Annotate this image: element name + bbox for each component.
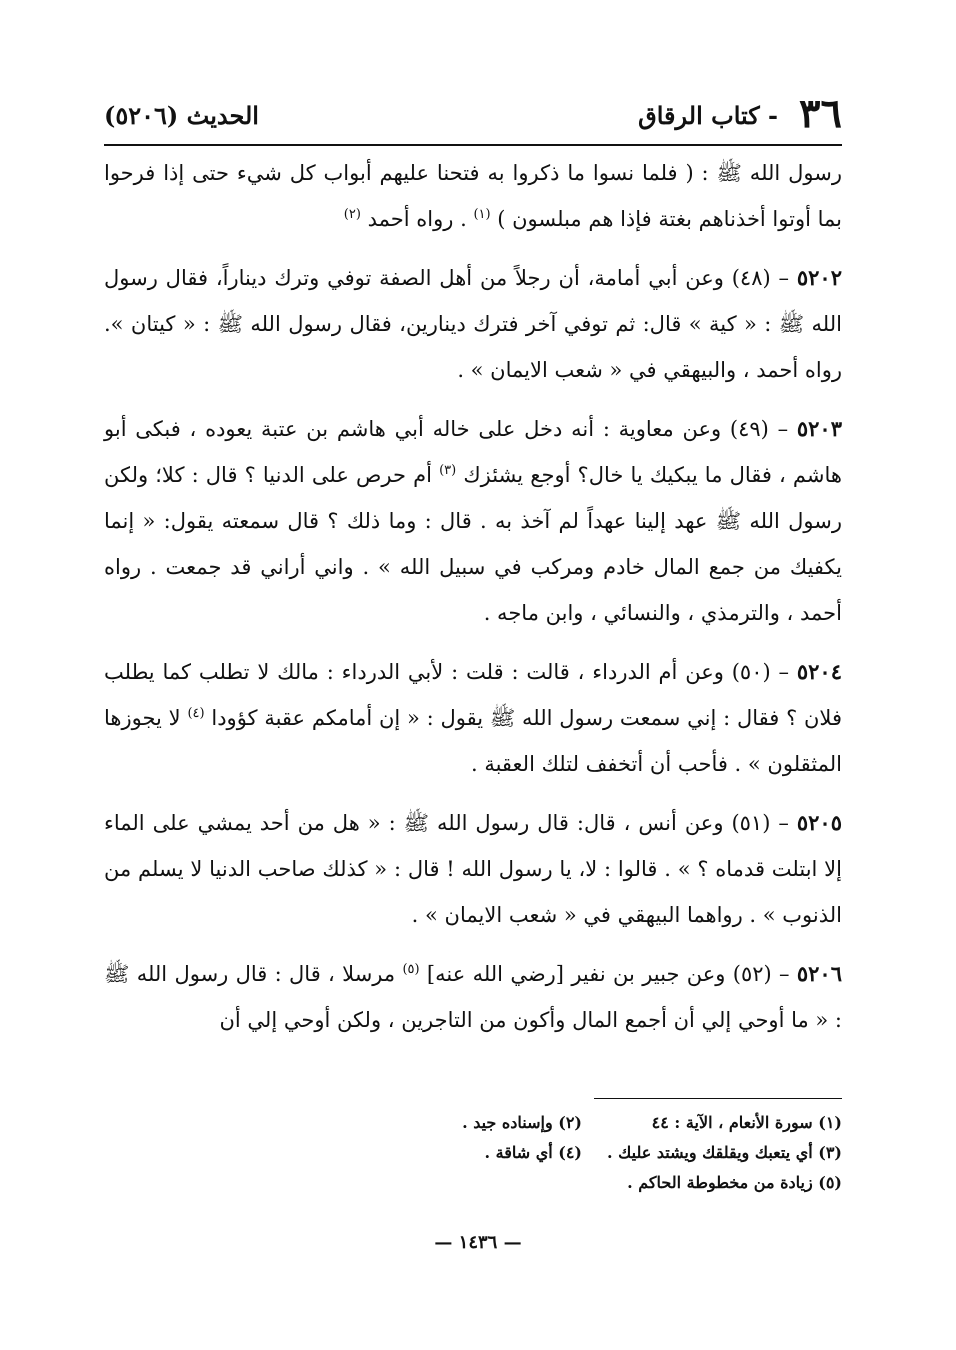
paragraph-text: – (٥١) وعن أنس ، قال: قال رسول الله ﷺ : « هل من أحد يمشي على الماء إلا ابتلت قدماه ؟ » . قالوا : لا، يا رسول الله ! قال : « كذلك صاحب الدنيا لا يسلم من الذنوب » . رواهما البيهقي في « شعب الايمان » . [104,811,842,927]
footnote-ref: (٥) [402,962,420,977]
paragraph-continuation [104,150,842,242]
footnotes [300,1108,842,1198]
paragraph-text-after: أم حرص على الدنيا ؟ قال : كلا؛ ولكن رسول الله ﷺ عهد إلينا عهداً لم آخذ به . قال : وما ذلك ؟ قال سمعته يقول: « إنما يكفيك من جمع المال خادم ومركب في سبيل الله » . واني أراني قد جمعت . رواه أحمد ، والترمذي ، والنسائي ، وابن ماجه . [104,463,842,625]
footnote-item: (٢) وإسناده جيد . [462,1113,582,1132]
paragraph-text: – (٥٢) وعن جبير بن نفير [رضي الله عنه] [426,962,790,986]
paragraph-text-after: مرسلا ، قال : قال رسول الله ﷺ : « ما أوحي إلي أن أجمع المال وأكون من التاجرين ، ولكن أوحي إلي أن [104,962,842,1032]
hadith-paragraph [104,800,842,938]
footnote-item: (٣) أي يتعبك ويقلقك ويشتد عليك . [607,1143,842,1162]
chapter-number: ٣٦ [799,90,842,137]
footnote-row [300,1138,842,1168]
paragraph-text: – (٤٩) وعن معاوية : أنه دخل على خاله أبي هاشم بن عتبة يعوده ، فبكى أبو هاشم ، فقال ما يبكيك يا خال؟ أوجع يشئزك [104,417,842,487]
footnote-rule [594,1098,842,1099]
hadith-range: الحديث (٥٢٠٦) [104,101,259,130]
footnote-item: (٤) أي شاقة . [484,1143,582,1162]
paragraph-text: – (٥٠) وعن أم الدرداء ، قالت : قلت : لأبي الدرداء : مالك لا تطلب كما يطلب فلان ؟ فقال : إني سمعت رسول الله ﷺ يقول : « إن أمامكم عقبة كؤودا [104,660,843,730]
hadith-number: ٥٢٠٥ [796,810,842,835]
hadith-paragraph [104,255,842,393]
footnote-ref: (٢) [343,207,361,222]
book-title: - كتاب الرقاق [638,101,778,130]
page-number: — ١٤٣٦ — [434,1232,522,1253]
hadith-number: ٥٢٠٤ [796,659,842,684]
footnote-item: (٥) زيادة من مخطوطة الحاكم . [627,1173,842,1192]
hadith-paragraph [104,951,842,1043]
header-rule [104,144,842,146]
footnote-ref: (٤) [187,706,205,721]
footnote-row [300,1168,842,1198]
footnote-ref: (١) [473,207,491,222]
hadith-paragraph [104,649,842,787]
page-header [104,88,842,144]
hadith-paragraph [104,406,842,636]
footnote-item: (١) سورة الأنعام ، الآية : ٤٤ [651,1113,842,1132]
main-text [104,150,842,1056]
footnote-ref: (٣) [439,463,457,478]
hadith-number: ٥٢٠٢ [796,265,842,290]
paragraph-text-after: لا يجوزها المثقلون » . فأحب أن أتخفف لتلك العقبة . [104,706,842,776]
paragraph-text: – (٤٨) وعن أبي أمامة، أن رجلاً من أهل الصفة توفي وترك ديناراً، فقال رسول الله ﷺ : « كية » قال: ثم توفي آخر فترك دينارين، فقال رسول الله ﷺ : « كيتان ». رواه أحمد ، والبيهقي في « شعب الايمان » . [104,266,842,382]
paragraph-text: رسول الله ﷺ : ( فلما نسوا ما ذكروا به فتحنا عليهم أبواب كل شيء حتى إذا فرحوا بما أوتوا أخذناهم بغتة فإذا هم مبلسون ) [104,161,842,231]
hadith-number: ٥٢٠٣ [796,416,842,441]
paragraph-text-after: . رواه أحمد [367,207,467,231]
footnote-row [300,1108,842,1138]
hadith-number: ٥٢٠٦ [796,961,842,986]
